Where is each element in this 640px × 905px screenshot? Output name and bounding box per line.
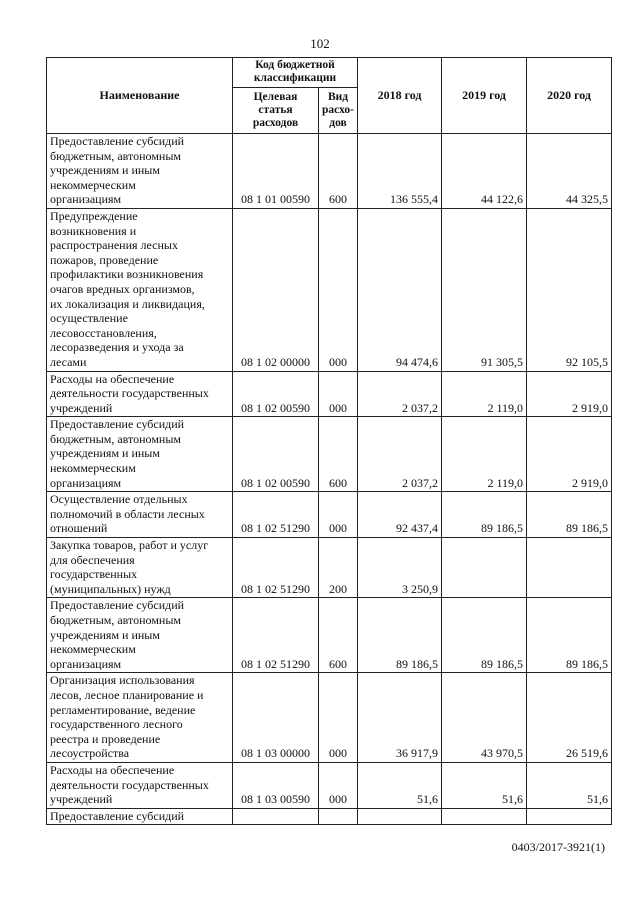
cell-2020: 89 186,5 [527,598,612,673]
cell-name: Предупреждение возникновения и распространения лесных пожаров, проведение профилактики возникновения очагов вредных организмов, их локализация и ликвидация, осуществление лесовосстановления, лесоразведения и ухода за лесами [47,208,233,371]
cell-2020: 89 186,5 [527,492,612,538]
cell-expense-type: 200 [319,538,358,598]
cell-2019 [442,808,527,825]
cell-2018: 94 474,6 [358,208,442,371]
cell-2019: 44 122,6 [442,134,527,209]
cell-2018: 92 437,4 [358,492,442,538]
cell-2020: 44 325,5 [527,134,612,209]
cell-expense-type: 000 [319,492,358,538]
table-row [47,492,612,538]
cell-name: Предоставление субсидий бюджетным, автономным учреждениям и иным некоммерческим организациям [47,134,233,209]
cell-target-article [233,808,319,825]
cell-2020: 2 919,0 [527,371,612,417]
cell-2018: 36 917,9 [358,673,442,763]
cell-2020 [527,538,612,598]
cell-2020: 51,6 [527,762,612,808]
cell-2020 [527,808,612,825]
cell-target-article: 08 1 02 00590 [233,417,319,492]
cell-name: Расходы на обеспечение деятельности государственных учреждений [47,371,233,417]
table-row [47,371,612,417]
page-number: 102 [310,36,330,51]
cell-name: Организация использования лесов, лесное планирование и регламентирование, ведение государственного лесного реестра и проведение лесоустройства [47,673,233,763]
cell-target-article: 08 1 02 51290 [233,492,319,538]
cell-expense-type: 000 [319,208,358,371]
cell-2018: 136 555,4 [358,134,442,209]
cell-2020: 26 519,6 [527,673,612,763]
cell-expense-type: 600 [319,417,358,492]
cell-expense-type: 600 [319,134,358,209]
table-row [47,673,612,763]
cell-target-article: 08 1 02 51290 [233,598,319,673]
cell-expense-type: 000 [319,762,358,808]
header-budget-code: Код бюджетной классификации [233,58,358,88]
table-header [47,58,612,134]
cell-2020: 2 919,0 [527,417,612,492]
cell-target-article: 08 1 02 51290 [233,538,319,598]
cell-name: Предоставление субсидий [47,808,233,825]
cell-name: Закупка товаров, работ и услуг для обеспечения государственных (муниципальных) нужд [47,538,233,598]
cell-name: Расходы на обеспечение деятельности государственных учреждений [47,762,233,808]
cell-2019: 51,6 [442,762,527,808]
table-row [47,208,612,371]
table-row [47,417,612,492]
cell-target-article: 08 1 03 00590 [233,762,319,808]
cell-2019: 2 119,0 [442,417,527,492]
cell-2018: 51,6 [358,762,442,808]
header-expense-type: Вид расхо-дов [319,88,358,134]
document-code: 0403/2017-3921(1) [511,840,605,854]
cell-name: Осуществление отдельных полномочий в области лесных отношений [47,492,233,538]
cell-2019 [442,538,527,598]
header-2018: 2018 год [358,58,442,134]
table-row [47,134,612,209]
cell-target-article: 08 1 02 00000 [233,208,319,371]
cell-name: Предоставление субсидий бюджетным, автономным учреждениям и иным некоммерческим организациям [47,417,233,492]
cell-2018 [358,808,442,825]
cell-2018: 2 037,2 [358,417,442,492]
table-row [47,538,612,598]
header-target-article: Целевая статья расходов [233,88,319,134]
cell-2018: 2 037,2 [358,371,442,417]
header-name: Наименование [47,58,233,134]
cell-target-article: 08 1 01 00590 [233,134,319,209]
cell-2019: 2 119,0 [442,371,527,417]
cell-target-article: 08 1 03 00000 [233,673,319,763]
cell-2019: 91 305,5 [442,208,527,371]
table-row [47,598,612,673]
cell-2019: 89 186,5 [442,492,527,538]
table-body [47,134,612,825]
cell-2019: 89 186,5 [442,598,527,673]
table-row [47,762,612,808]
cell-name: Предоставление субсидий бюджетным, автономным учреждениям и иным некоммерческим организациям [47,598,233,673]
cell-2019: 43 970,5 [442,673,527,763]
budget-table [46,57,612,825]
header-2020: 2020 год [527,58,612,134]
cell-2020: 92 105,5 [527,208,612,371]
header-2019: 2019 год [442,58,527,134]
table-row [47,808,612,825]
cell-expense-type: 000 [319,673,358,763]
cell-expense-type [319,808,358,825]
cell-2018: 89 186,5 [358,598,442,673]
cell-target-article: 08 1 02 00590 [233,371,319,417]
cell-expense-type: 600 [319,598,358,673]
cell-expense-type: 000 [319,371,358,417]
cell-2018: 3 250,9 [358,538,442,598]
